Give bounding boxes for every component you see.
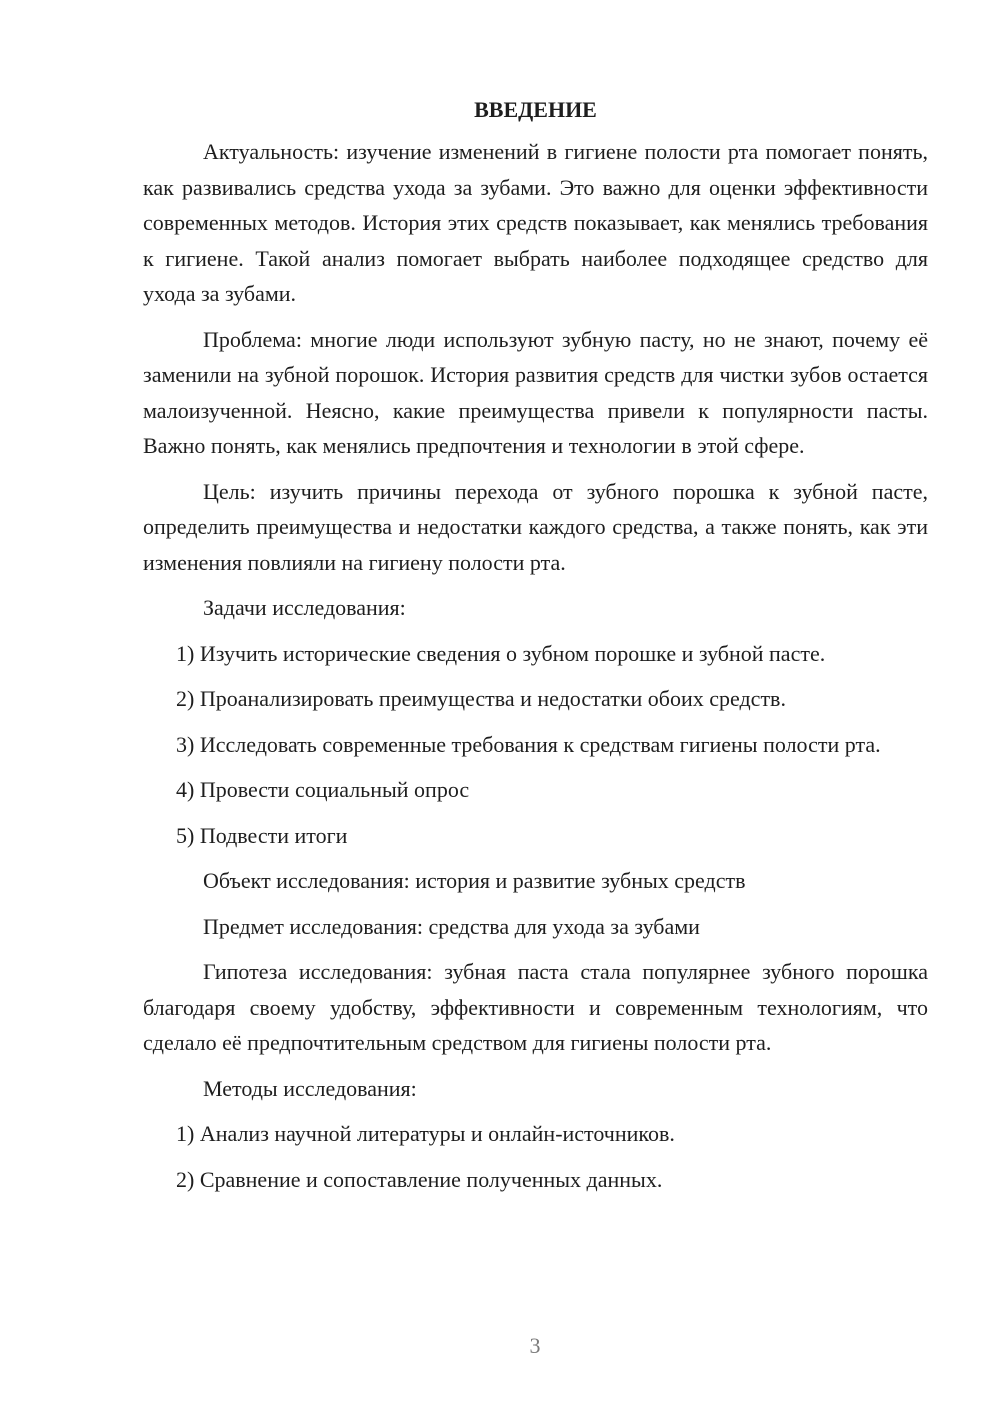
research-object: Объект исследования: история и развитие зубных средств <box>203 868 746 893</box>
task-item-3: 3) Исследовать современные требования к средствам гигиены полости рта. <box>176 731 881 757</box>
task-item-2: 2) Проанализировать преимущества и недостатки обоих средств. <box>176 686 786 711</box>
hypothesis-paragraph: Гипотеза исследования: зубная паста стала популярнее зубного порошка благодаря своему удобству, эффективности и современным технологиям, что сделало её предпочтительным средством для гигиены полости рта. <box>143 959 928 1055</box>
relevance-paragraph: Актуальность: изучение изменений в гигиене полости рта помогает понять, как развивались средства ухода за зубами. Это важно для оценки эффективности современных методов. История этих средств показывает, как менялись требования к гигиене. Такой анализ помогает выбрать наиболее подходящее средство для ухода за зубами. <box>143 139 928 306</box>
section-heading: ВВЕДЕНИЕ <box>474 97 597 122</box>
task-item-4: 4) Провести социальный опрос <box>176 777 470 802</box>
method-item-2: 2) Сравнение и сопоставление полученных данных. <box>176 1166 663 1192</box>
document-page <box>143 92 928 1207</box>
task-item-5: 5) Подвести итоги <box>176 822 348 848</box>
tasks-title: Задачи исследования: <box>203 595 406 620</box>
page-number: 3 <box>529 1333 541 1358</box>
problem-paragraph: Проблема: многие люди используют зубную пасту, но не знают, почему её заменили на зубной порошок. История развития средств для чистки зубов остается малоизученной. Неясно, какие преимущества привели к популярности пасты. Важно понять, как менялись предпочтения и технологии в этой сфере. <box>143 326 928 458</box>
research-subject: Предмет исследования: средства для ухода за зубами <box>203 913 700 939</box>
goal-paragraph: Цель: изучить причины перехода от зубного порошка к зубной пасте, определить преимущества и недостатки каждого средства, а также понять, как эти изменения повлияли на гигиену полости рта. <box>143 478 928 575</box>
methods-title: Методы исследования: <box>203 1075 417 1101</box>
task-item-1: 1) Изучить исторические сведения о зубном порошке и зубной пасте. <box>176 640 826 666</box>
method-item-1: 1) Анализ научной литературы и онлайн-источников. <box>176 1121 675 1146</box>
